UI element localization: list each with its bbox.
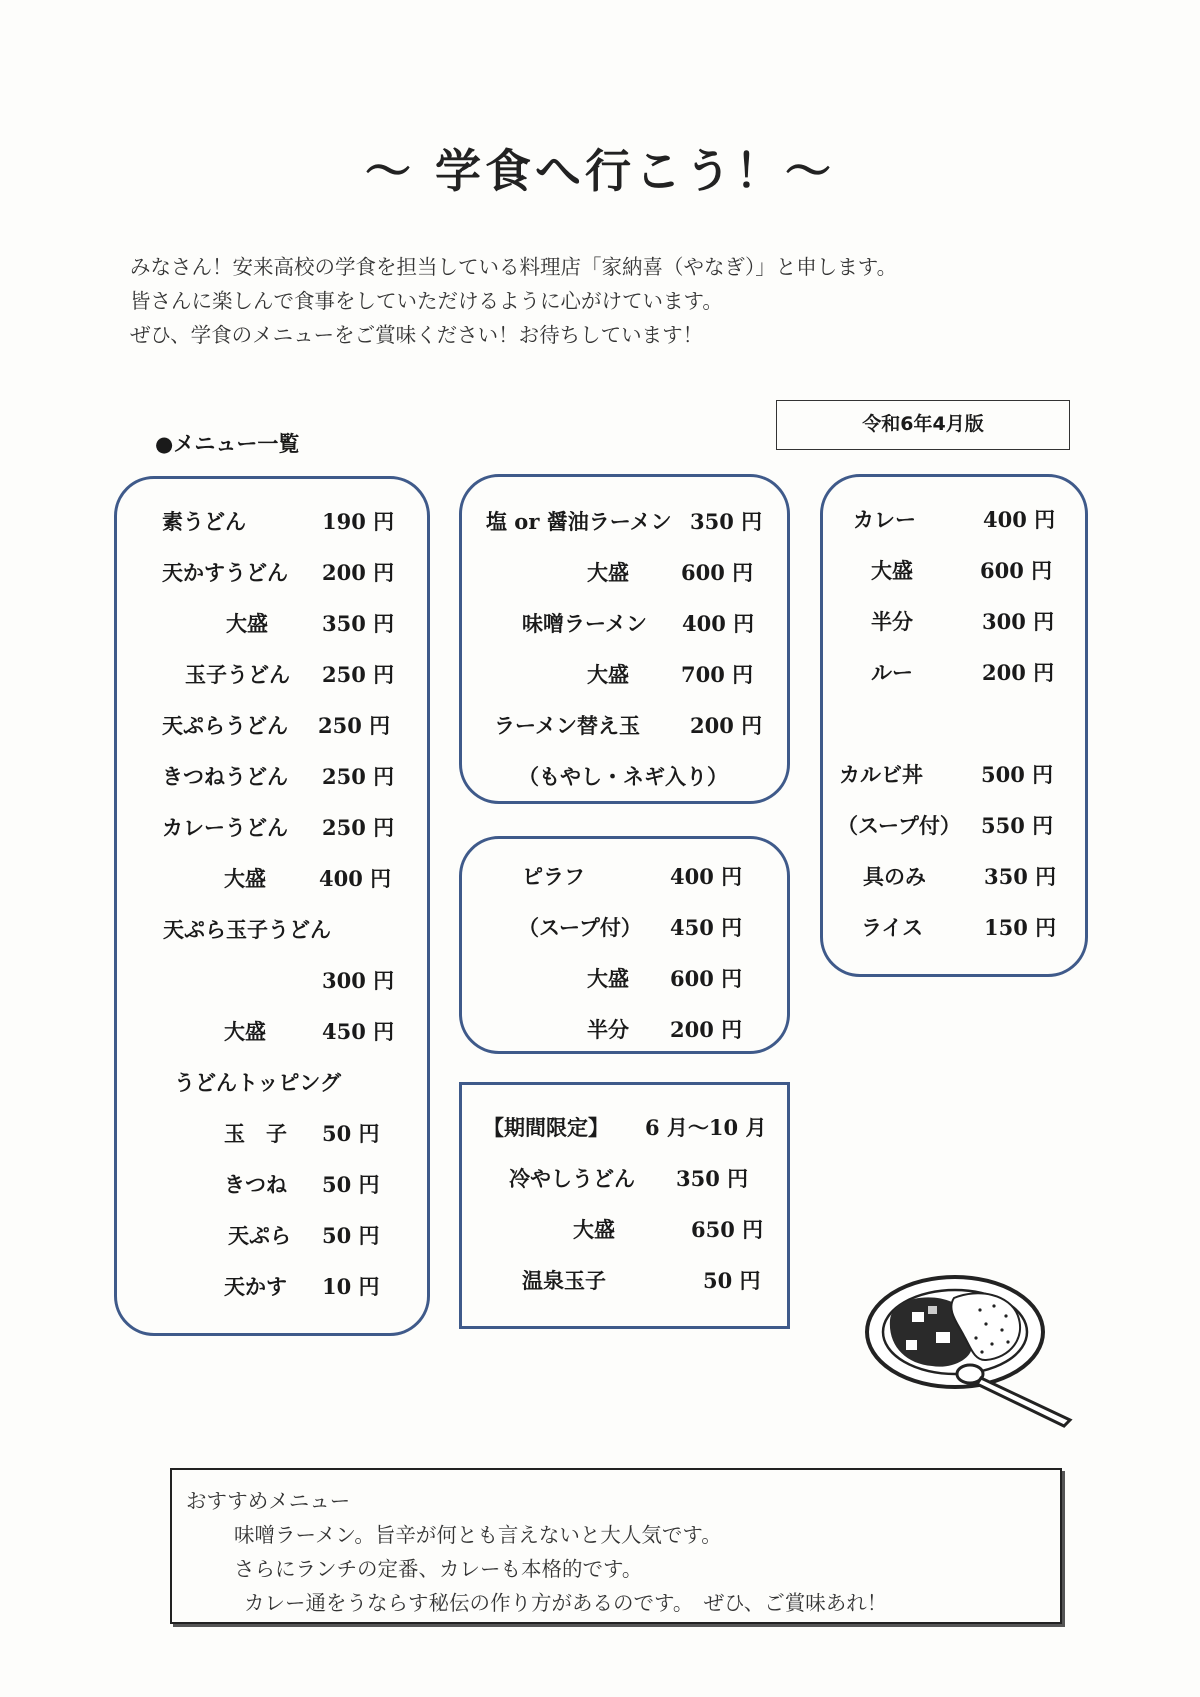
menu-item-price: 50 円 [322, 1121, 380, 1146]
menu-item-price: 350 円 [984, 864, 1057, 889]
menu-item-name: （もやし・ネギ入り） [518, 764, 728, 789]
menu-item-price: 200 円 [982, 660, 1055, 685]
menu-item-name: 天かす [224, 1274, 287, 1299]
menu-item-price: 200 円 [322, 560, 395, 585]
menu-item-price: 50 円 [703, 1268, 761, 1293]
menu-item-name: 半分 [871, 609, 913, 634]
menu-item-name: 冷やしうどん [509, 1166, 635, 1191]
menu-item-price: 450 円 [670, 915, 743, 940]
menu-item-price: 50 円 [322, 1223, 380, 1248]
menu-item-name: ラーメン替え玉 [494, 713, 640, 738]
menu-item-price: 50 円 [322, 1172, 380, 1197]
menu-item-name: 大盛 [226, 611, 268, 636]
menu-item-name: 天ぷら玉子うどん [163, 917, 331, 942]
menu-item-name: カレー [853, 507, 916, 532]
menu-item-price: 550 円 [981, 813, 1054, 838]
menu-item-price: 350 円 [676, 1166, 749, 1191]
menu-item-name: 大盛 [871, 558, 913, 583]
menu-item-price: 190 円 [322, 509, 395, 534]
menu-item-name: 素うどん [162, 509, 246, 534]
menu-item-price: 250 円 [322, 815, 395, 840]
menu-item-name: うどんトッピング [174, 1070, 341, 1095]
menu-item-name: ライス [861, 915, 924, 940]
menu-item-price: 250 円 [322, 764, 395, 789]
menu-item-name: 玉 子 [224, 1121, 287, 1146]
menu-item-name: 温泉玉子 [522, 1268, 606, 1293]
menu-item-name: 大盛 [587, 966, 629, 991]
menu-item-price: 200 円 [690, 713, 763, 738]
menu-item-price: 650 円 [691, 1217, 764, 1242]
menu-item-price: 500 円 [981, 762, 1054, 787]
recommendation-line: 味噌ラーメン。旨辛が何とも言えないと大人気です。 [234, 1523, 722, 1547]
menu-item-name: 大盛 [224, 866, 266, 891]
menu-list-heading: ●メニュー一覧 [155, 432, 300, 456]
menu-item-price: 600 円 [980, 558, 1053, 583]
menu-item-name: 具のみ [863, 864, 926, 889]
menu-item-name: 大盛 [587, 560, 629, 585]
menu-item-price: 300 円 [322, 968, 395, 993]
menu-item-name: 天ぷらうどん [162, 713, 288, 738]
seasonal-period: 6 月～10 月 [645, 1115, 767, 1140]
menu-item-price: 150 円 [984, 915, 1057, 940]
menu-item-name: 塩 or 醤油ラーメン [486, 509, 672, 534]
intro-line: みなさん！安来高校の学食を担当している料理店「家納喜（やなぎ）」と申します。 [130, 255, 898, 279]
menu-item-name: カルビ丼 [839, 762, 923, 787]
menu-item-name: 半分 [587, 1017, 629, 1042]
menu-item-price: 400 円 [670, 864, 743, 889]
menu-item-price: 400 円 [682, 611, 755, 636]
menu-item-price: 350 円 [322, 611, 395, 636]
edition-label: 令和6年4月版 [776, 400, 1070, 450]
intro-line: ぜひ、学食のメニューをご賞味ください！お待ちしています！ [130, 323, 704, 347]
recommendation-heading: おすすめメニュー [186, 1489, 351, 1513]
menu-item-name: （スープ付） [837, 813, 961, 838]
menu-item-name: 味噌ラーメン [522, 611, 647, 636]
ramen-menu-box [459, 474, 790, 804]
recommendation-box [170, 1468, 1062, 1624]
intro-line: 皆さんに楽しんで食事をしていただけるように心がけています。 [130, 289, 723, 313]
seasonal-menu-box [459, 1082, 790, 1329]
udon-menu-box [114, 476, 430, 1336]
menu-item-price: 400 円 [983, 507, 1056, 532]
seasonal-title: 【期間限定】 [483, 1115, 609, 1140]
page-title: ～ 学食へ行こう！～ [364, 144, 835, 198]
pilaf-menu-box [459, 836, 790, 1054]
menu-item-price: 450 円 [322, 1019, 395, 1044]
recommendation-line: さらにランチの定番、カレーも本格的です。 [234, 1557, 643, 1581]
intro-text [130, 250, 897, 352]
menu-item-price: 400 円 [319, 866, 392, 891]
menu-item-name: （スープ付） [518, 915, 642, 940]
menu-item-price: 10 円 [322, 1274, 380, 1299]
menu-item-price: 250 円 [322, 662, 395, 687]
menu-item-price: 700 円 [681, 662, 754, 687]
recommendation-line: カレー通をうならす秘伝の作り方があるのです。 ぜひ、ご賞味あれ！ [244, 1591, 888, 1615]
menu-item-name: ルー [871, 660, 913, 685]
menu-item-name: 大盛 [587, 662, 629, 687]
menu-item-price: 200 円 [670, 1017, 743, 1042]
menu-item-name: カレーうどん [162, 815, 288, 840]
menu-item-name: きつねうどん [162, 764, 288, 789]
menu-item-price: 350 円 [690, 509, 763, 534]
menu-item-name: ピラフ [522, 864, 585, 889]
menu-item-price: 600 円 [681, 560, 754, 585]
menu-item-name: 天ぷら [228, 1223, 291, 1248]
curry-menu-box [820, 474, 1088, 977]
menu-item-name: きつね [224, 1172, 287, 1197]
curry-plate-illustration [860, 1250, 1090, 1430]
menu-item-price: 300 円 [982, 609, 1055, 634]
menu-item-name: 玉子うどん [185, 662, 290, 687]
menu-item-name: 大盛 [573, 1217, 615, 1242]
menu-item-name: 天かすうどん [162, 560, 288, 585]
menu-item-name: 大盛 [224, 1019, 266, 1044]
menu-item-price: 600 円 [670, 966, 743, 991]
menu-item-price: 250 円 [318, 713, 391, 738]
